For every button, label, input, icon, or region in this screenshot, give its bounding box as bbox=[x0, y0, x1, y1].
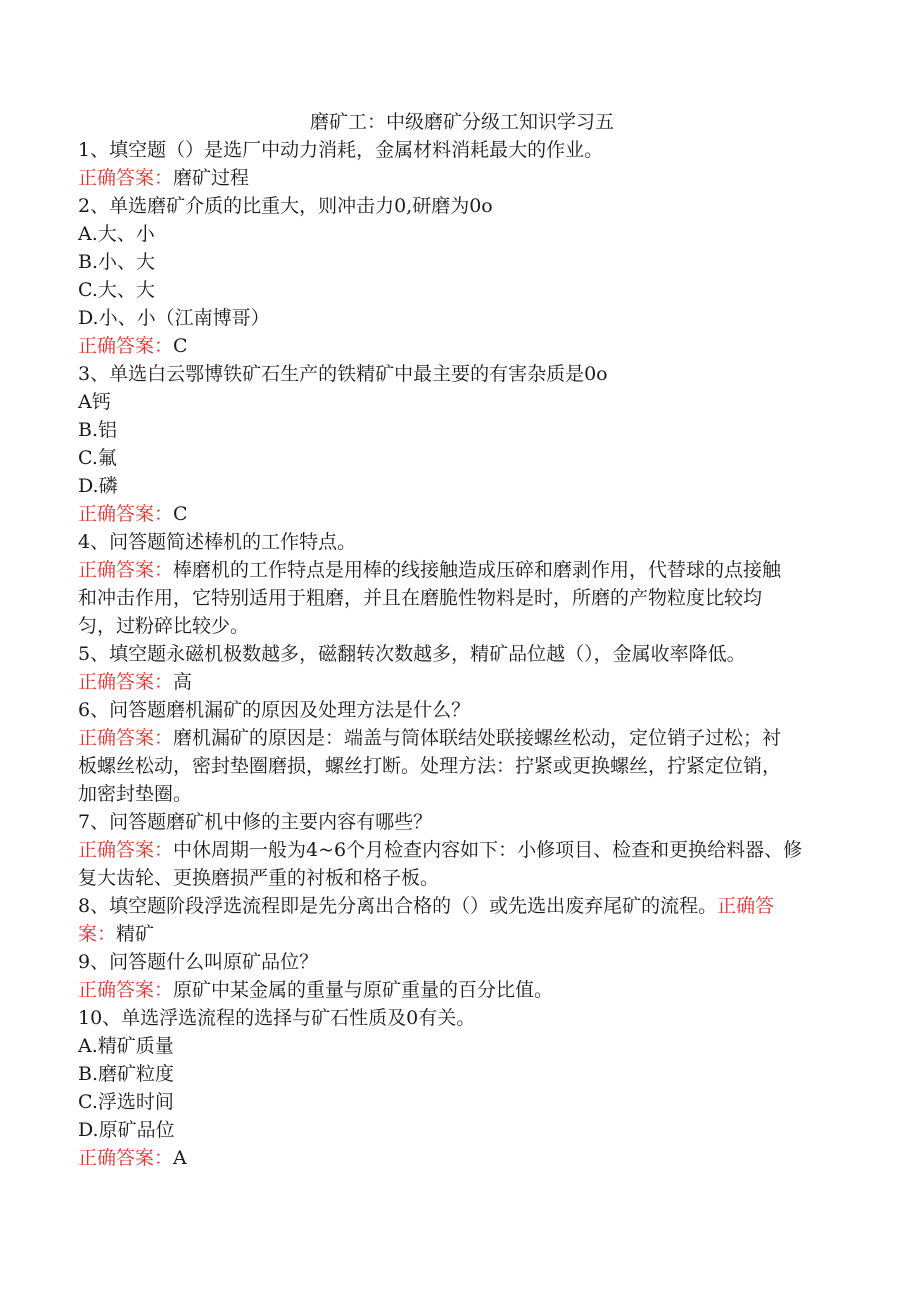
option-3-c: C.氟 bbox=[78, 447, 117, 469]
answer-9 bbox=[78, 976, 838, 1004]
answer-6-text-1: 磨机漏矿的原因是：端盖与筒体联结处联接螺丝松动，定位销子过松；衬 bbox=[173, 727, 782, 749]
answer-5 bbox=[78, 668, 838, 696]
question-6: 6、问答题磨机漏矿的原因及处理方法是什么？ bbox=[78, 699, 471, 721]
option-2-b: B.小、大 bbox=[78, 251, 156, 273]
answer-2-text: C bbox=[173, 335, 188, 357]
answer-8-text: 精矿 bbox=[116, 923, 155, 945]
document-title: 磨矿工：中级磨矿分级工知识学习五 bbox=[309, 111, 614, 133]
option-10-a: A.精矿质量 bbox=[78, 1035, 174, 1057]
option-10-c: C.浮选时间 bbox=[78, 1091, 174, 1113]
option-10-d: D.原矿品位 bbox=[78, 1119, 175, 1141]
question-7: 7、问答题磨矿机中修的主要内容有哪些？ bbox=[78, 811, 433, 833]
answer-7-cont-1: 复大齿轮、更换磨损严重的衬板和格子板。 bbox=[78, 867, 440, 889]
answer-4-cont-2: 匀，过粉碎比较少。 bbox=[78, 615, 250, 637]
option-10-b: B.磨矿粒度 bbox=[78, 1063, 175, 1085]
answer-7-text-1: 中休周期一般为4~6个月检查内容如下：小修项目、检查和更换给料器、修 bbox=[173, 839, 803, 861]
answer-10-text: A bbox=[173, 1147, 187, 1169]
option-2-d: D.小、小（江南博哥） bbox=[78, 307, 270, 329]
answer-2 bbox=[78, 332, 838, 360]
answer-6-cont-1: 板螺丝松动，密封垫圈磨损，螺丝打断。处理方法：拧紧或更换螺丝，拧紧定位销， bbox=[78, 755, 782, 777]
answer-3 bbox=[78, 500, 838, 528]
question-4: 4、问答题简述棒机的工作特点。 bbox=[78, 531, 357, 553]
answer-6 bbox=[78, 724, 838, 752]
answer-label: 正确答案： bbox=[78, 503, 174, 525]
answer-8 bbox=[78, 920, 838, 948]
answer-9-text: 原矿中某金属的重量与原矿重量的百分比值。 bbox=[173, 979, 554, 1001]
answer-4 bbox=[78, 556, 838, 584]
option-3-a: A钙 bbox=[78, 391, 111, 413]
document-page bbox=[78, 108, 838, 1172]
question-8-text: 8、填空题阶段浮选流程即是先分离出合格的（）或先选出废弃尾矿的流程。 bbox=[78, 895, 718, 917]
option-2-c: C.大、大 bbox=[78, 279, 155, 301]
answer-4-cont-1: 和冲击作用，它特别适用于粗磨，并且在磨脆性物料是时，所磨的产物粒度比较均 bbox=[78, 587, 763, 609]
answer-label: 正确答案： bbox=[78, 167, 174, 189]
question-3: 3、单选白云鄂博铁矿石生产的铁精矿中最主要的有害杂质是0o bbox=[78, 363, 608, 385]
answer-3-text: C bbox=[173, 503, 188, 525]
option-3-d: D.磷 bbox=[78, 475, 118, 497]
answer-label-part-1: 正确答 bbox=[717, 895, 775, 917]
question-10: 10、单选浮选流程的选择与矿石性质及0有关。 bbox=[78, 1007, 476, 1029]
option-2-a: A.大、小 bbox=[78, 223, 155, 245]
question-9: 9、问答题什么叫原矿品位？ bbox=[78, 951, 319, 973]
question-5: 5、填空题永磁机极数越多，磁翻转次数越多，精矿品位越（），金属收率降低。 bbox=[78, 643, 746, 665]
answer-label: 正确答案： bbox=[78, 671, 174, 693]
answer-1-text: 磨矿过程 bbox=[173, 167, 250, 189]
answer-4-text-1: 棒磨机的工作特点是用棒的线接触造成压碎和磨剥作用，代替球的点接触 bbox=[173, 559, 782, 581]
question-8 bbox=[78, 892, 838, 920]
question-2: 2、单选磨矿介质的比重大，则冲击力0,研磨为0o bbox=[78, 195, 493, 217]
answer-label-part-2: 案： bbox=[78, 923, 117, 945]
answer-label: 正确答案： bbox=[78, 839, 174, 861]
answer-10 bbox=[78, 1144, 838, 1172]
question-1: 1、填空题（）是选厂中动力消耗，金属材料消耗最大的作业。 bbox=[78, 139, 604, 161]
answer-6-cont-2: 加密封垫圈。 bbox=[78, 783, 193, 805]
answer-label: 正确答案： bbox=[78, 335, 174, 357]
answer-label: 正确答案： bbox=[78, 1147, 174, 1169]
answer-7 bbox=[78, 836, 838, 864]
answer-label: 正确答案： bbox=[78, 979, 174, 1001]
answer-1 bbox=[78, 164, 838, 192]
option-3-b: B.铝 bbox=[78, 419, 118, 441]
answer-label: 正确答案： bbox=[78, 559, 174, 581]
answer-label: 正确答案： bbox=[78, 727, 174, 749]
answer-5-text: 高 bbox=[173, 671, 193, 693]
